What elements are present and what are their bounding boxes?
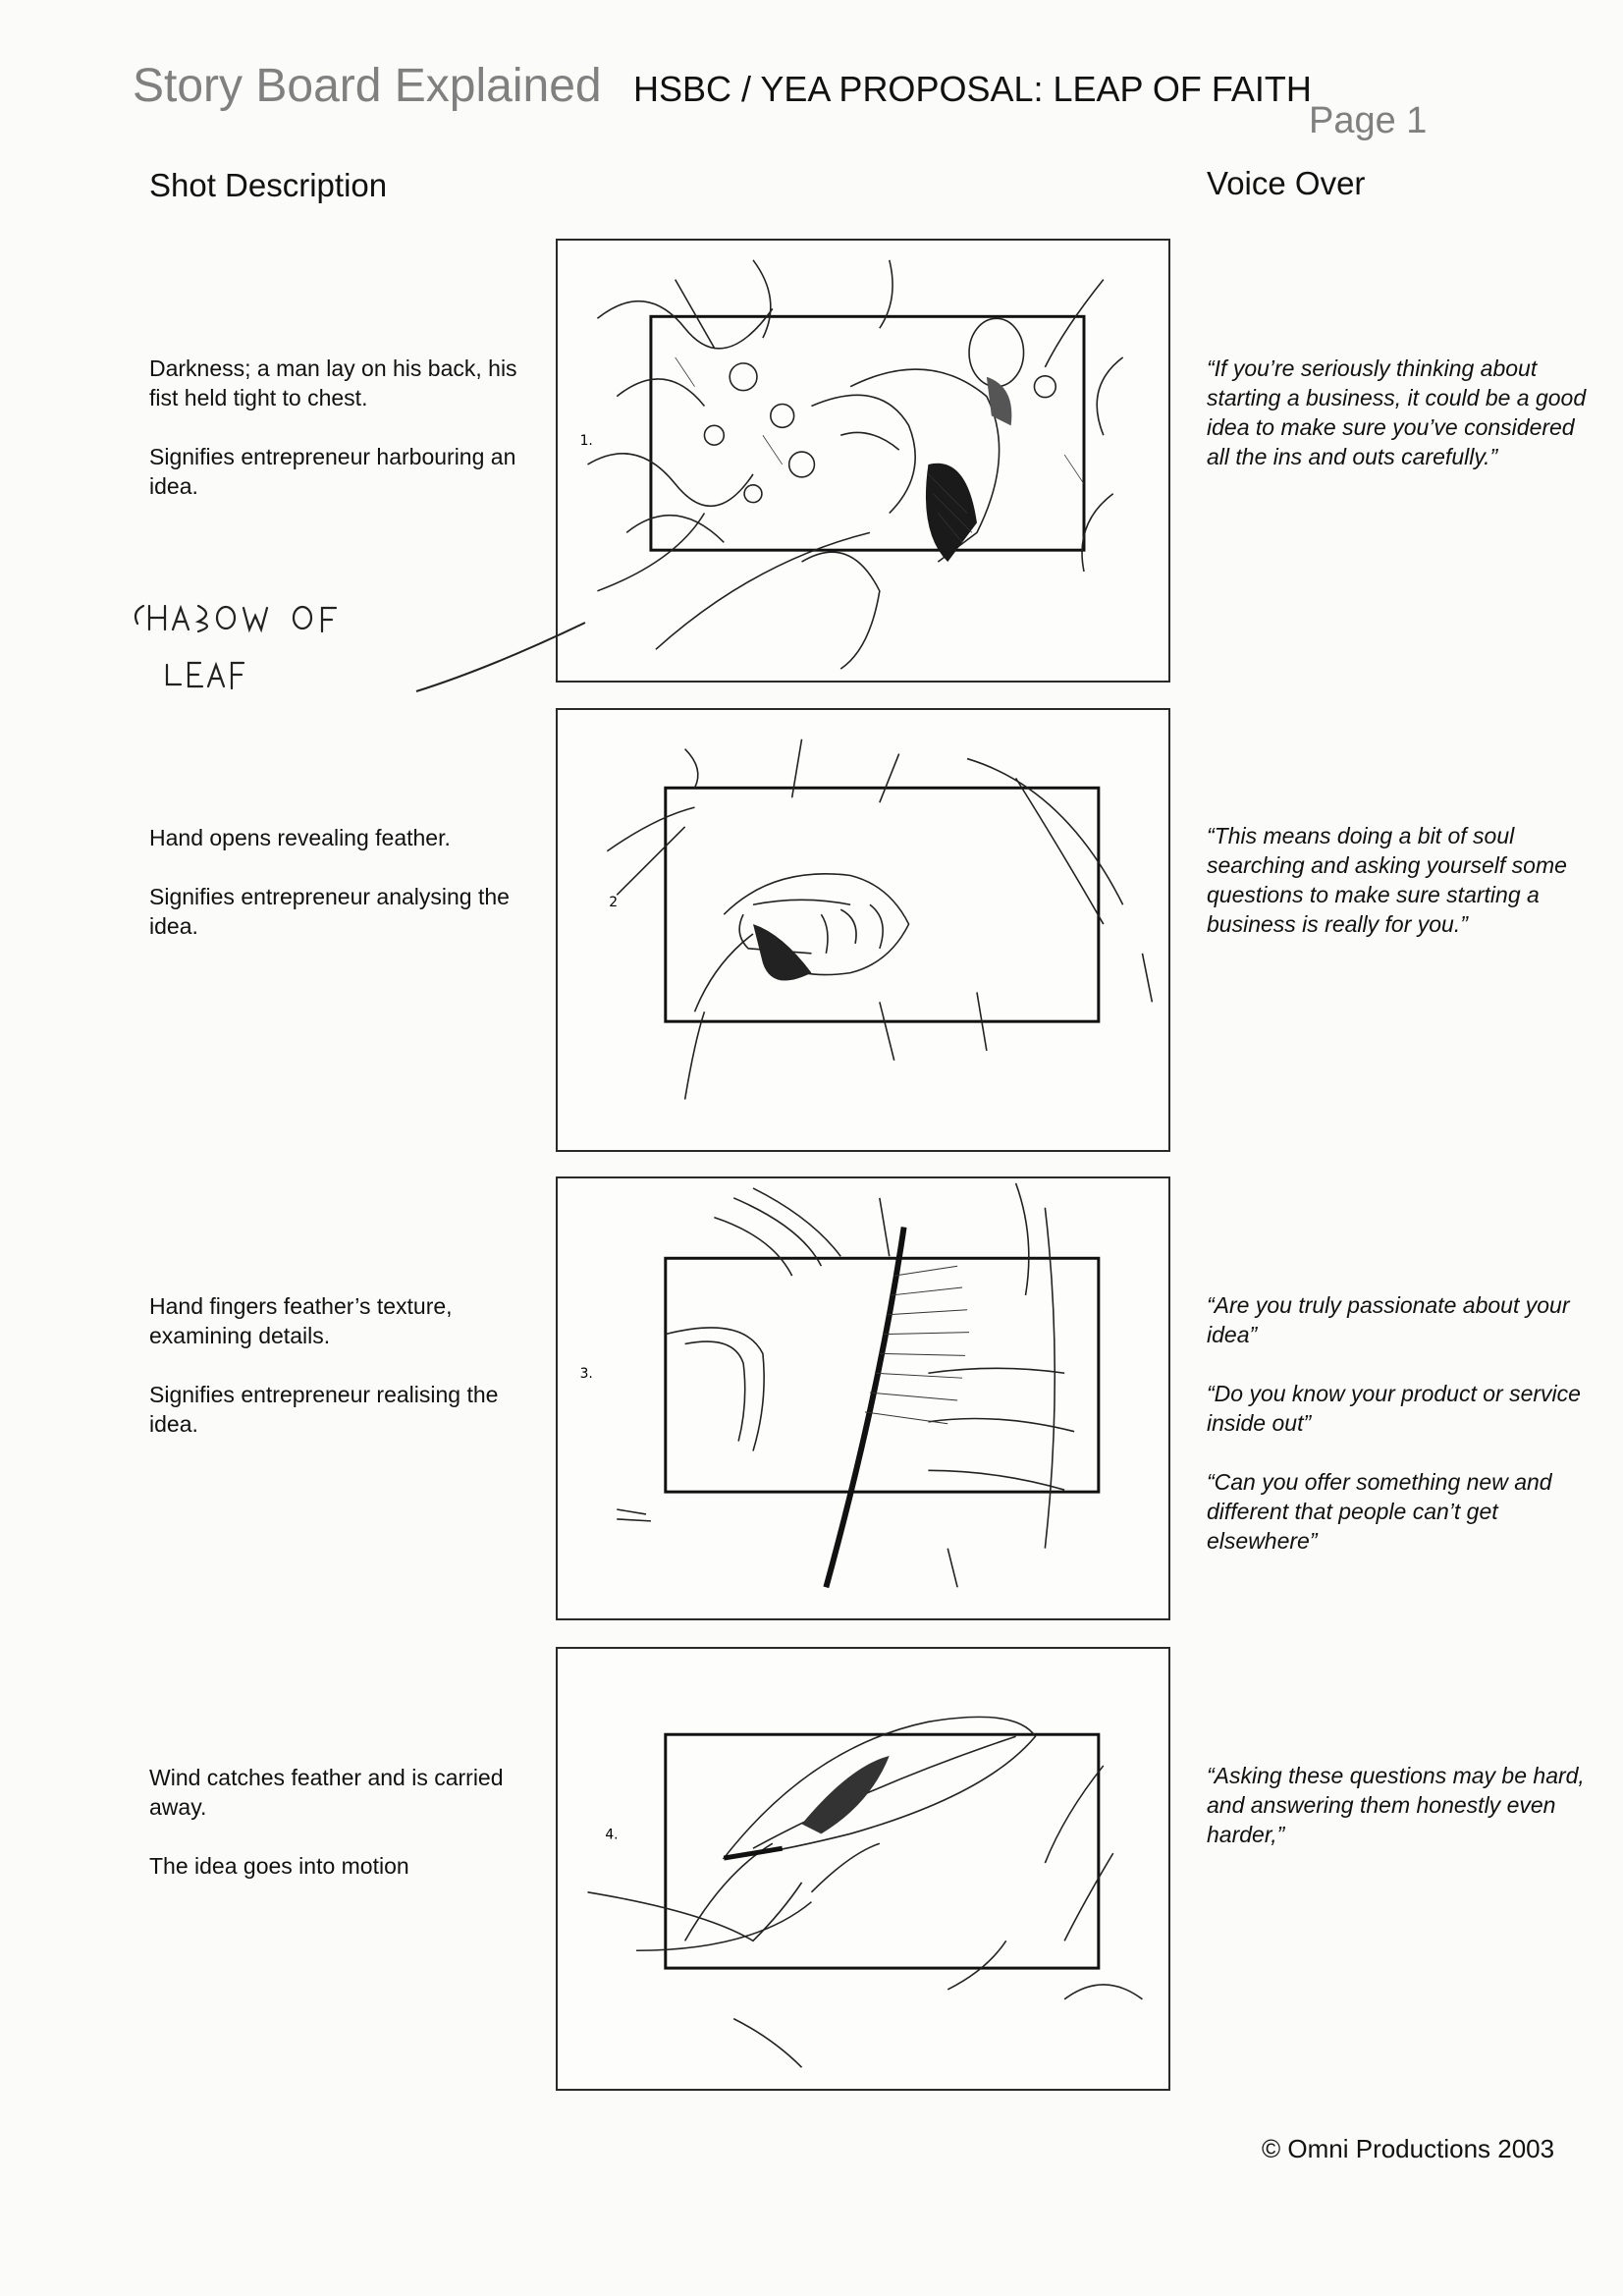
shot-4-voice-over xyxy=(1207,1761,1599,1879)
shot-4-vo-line: “Asking these questions may be hard, and answering them honestly even harder,” xyxy=(1207,1763,1585,1847)
shot-2-meaning: Signifies entrepreneur analysing the idea. xyxy=(149,884,510,939)
project-title: HSBC / YEA PROPOSAL: LEAP OF FAITH xyxy=(633,69,1312,109)
shot-1-voice-over xyxy=(1207,354,1599,501)
shot-1-vo-line: “If you’re seriously thinking about starting a business, it could be a good idea to make sure you’ve considered all the ins and outs carefully.” xyxy=(1207,355,1587,469)
shot-4-description xyxy=(149,1763,542,1910)
shot-description-heading: Shot Description xyxy=(149,167,388,203)
shot-3-frame xyxy=(556,1176,1170,1620)
shot-4-action: Wind catches feather and is carried away. xyxy=(149,1765,504,1820)
shot-2-action: Hand opens revealing feather. xyxy=(149,825,451,850)
shot-2-vo-line: “This means doing a bit of soul searching and asking yourself some questions to make sure starting a business is really for you.” xyxy=(1207,823,1567,937)
shot-4-number: 4. xyxy=(605,1827,619,1843)
shot-3-voice-over xyxy=(1207,1290,1599,1585)
shot-2-voice-over xyxy=(1207,821,1599,968)
handwritten-note-text: SHADOW OF LEAF xyxy=(128,594,136,595)
shot-3-sketch xyxy=(558,1178,1168,1618)
shot-3-description xyxy=(149,1291,542,1468)
shot-1-action: Darkness; a man lay on his back, his fist held tight to chest. xyxy=(149,355,517,410)
shot-1-sketch xyxy=(558,241,1168,681)
shot-4-frame xyxy=(556,1647,1170,2091)
page-title: Story Board Explained xyxy=(133,60,602,112)
voice-over-heading: Voice Over xyxy=(1207,165,1366,201)
shot-1-description xyxy=(149,354,542,530)
shot-2-number: 2 xyxy=(609,895,619,911)
shot-1-meaning: Signifies entrepreneur harbouring an idea. xyxy=(149,444,516,499)
shot-4-sketch xyxy=(558,1649,1168,2089)
shot-3-meaning: Signifies entrepreneur realising the idea. xyxy=(149,1382,499,1437)
shot-1-number: 1. xyxy=(579,433,593,450)
shot-3-action: Hand fingers feather’s texture, examining details. xyxy=(149,1293,453,1348)
shot-1-frame xyxy=(556,239,1170,683)
shot-3-number: 3. xyxy=(579,1366,593,1383)
handwritten-note xyxy=(128,594,422,702)
copyright-footer: © Omni Productions 2003 xyxy=(1262,2134,1555,2163)
shot-3-vo-line-1: “Are you truly passionate about your idea” xyxy=(1207,1292,1570,1347)
shot-4-meaning: The idea goes into motion xyxy=(149,1853,409,1879)
page-number: Page 1 xyxy=(1309,100,1428,141)
shot-2-sketch xyxy=(558,710,1168,1150)
note-pointer-line xyxy=(412,619,589,697)
shot-3-vo-line-2: “Do you know your product or service inside out” xyxy=(1207,1381,1581,1436)
shot-2-description xyxy=(149,823,542,970)
shot-2-frame xyxy=(556,708,1170,1152)
shot-3-vo-line-3: “Can you offer something new and different that people can’t get elsewhere” xyxy=(1207,1469,1552,1554)
